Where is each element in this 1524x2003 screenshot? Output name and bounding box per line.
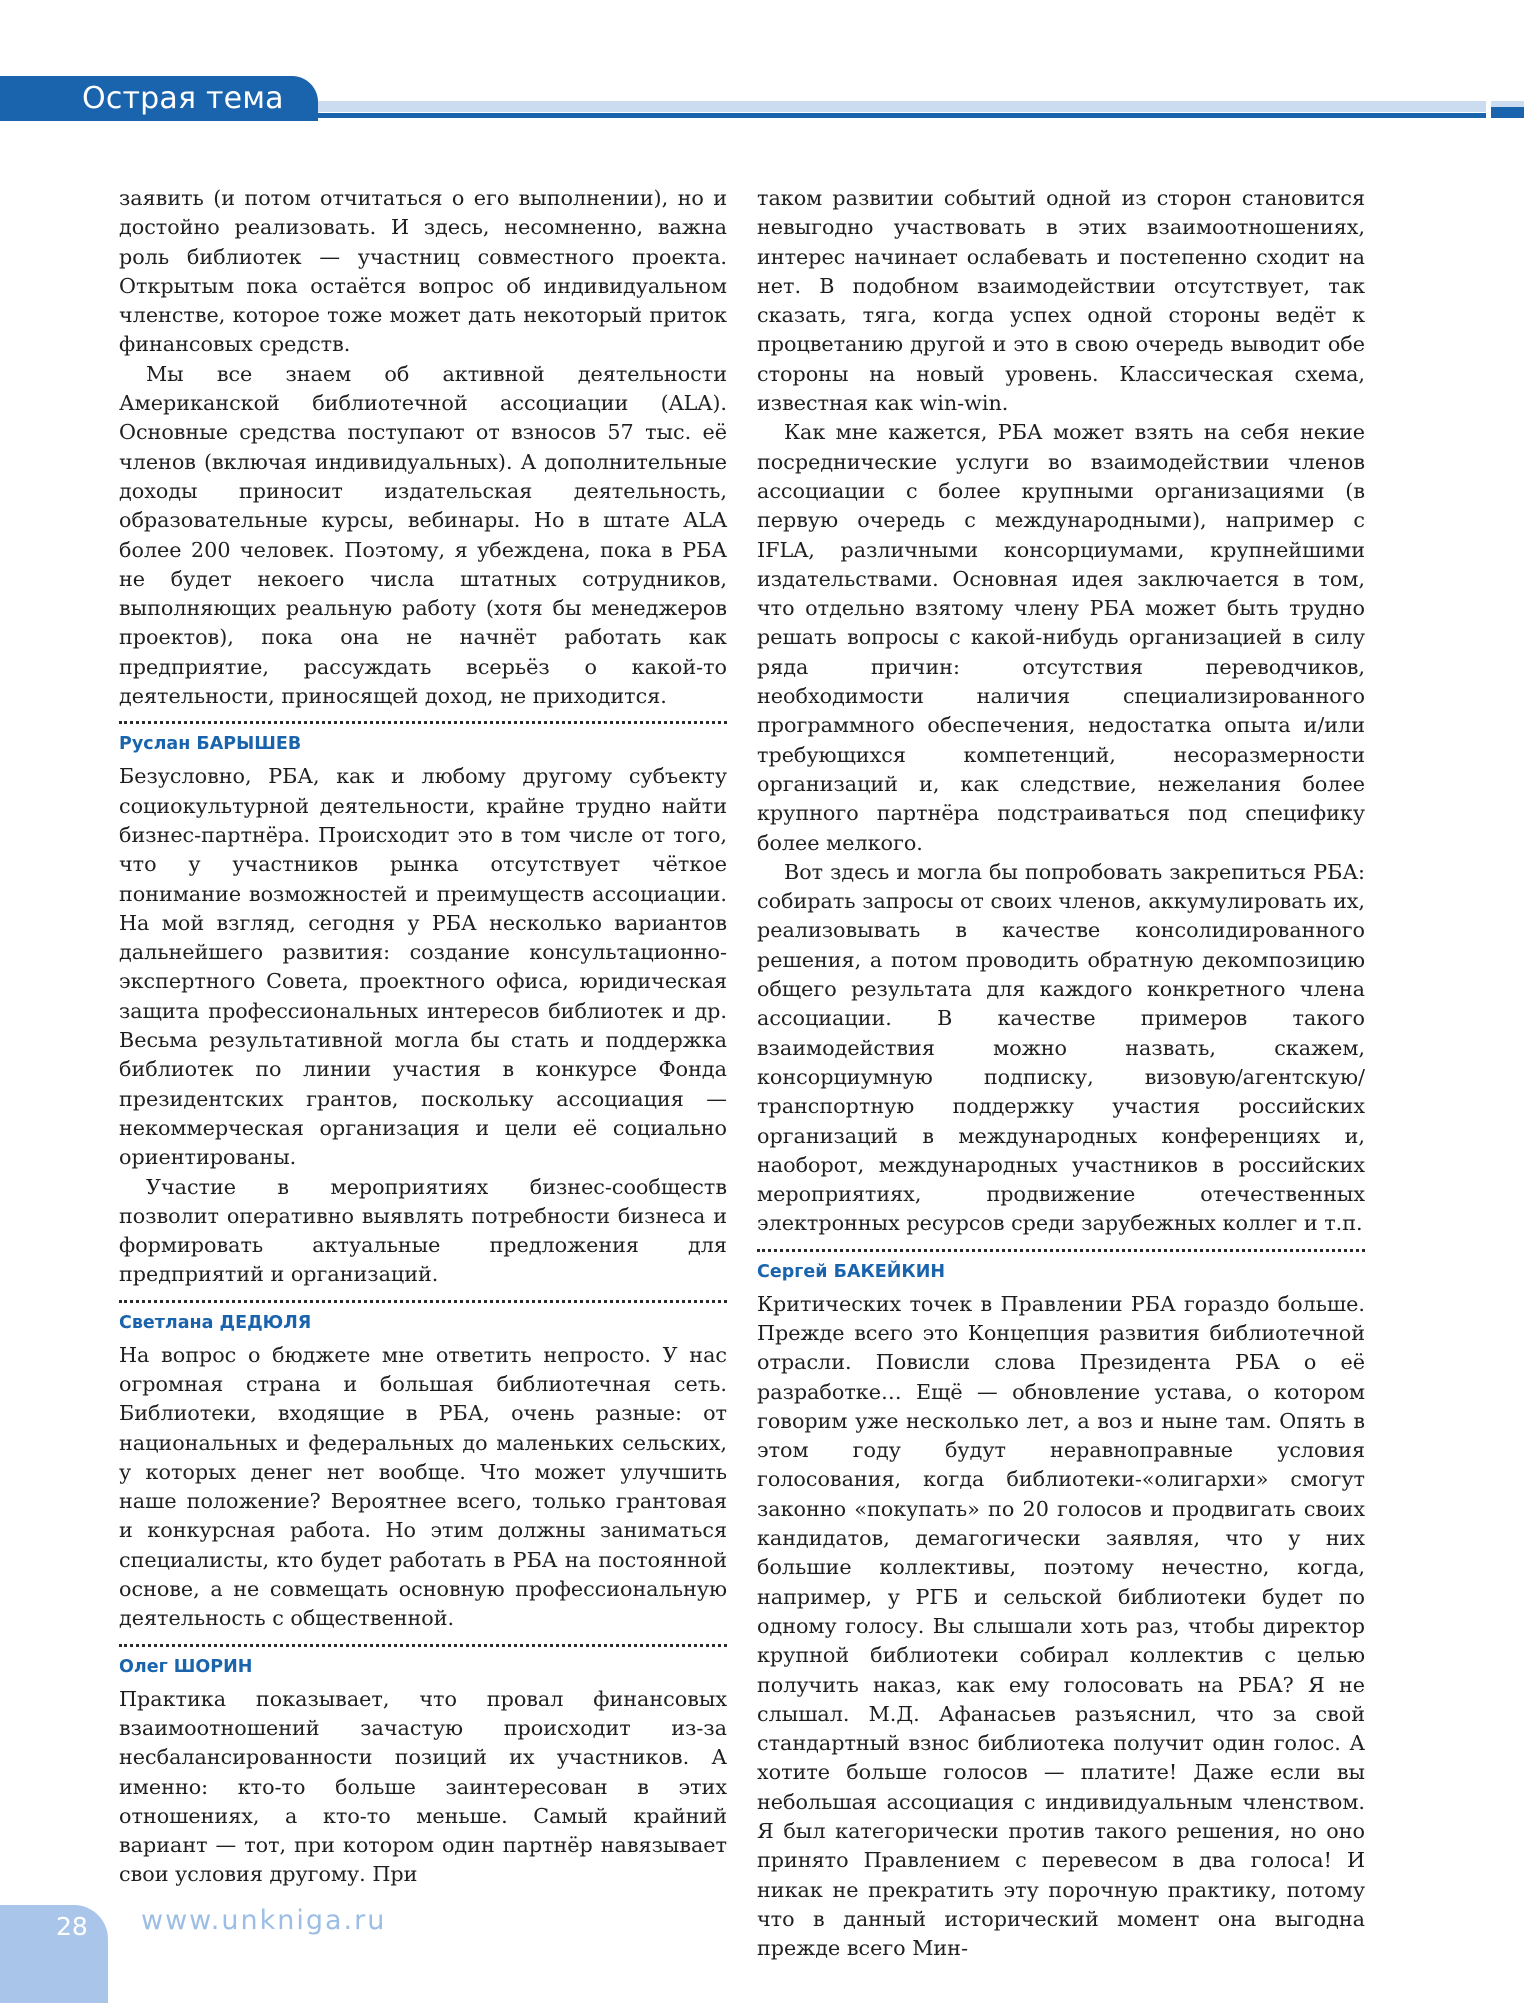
- paragraph: заявить (и потом отчитаться о его выполнении), но и достойно реализовать. И здесь, несомненно, важна роль библиотек — участниц совместного проекта. Открытым пока остаётся вопрос об индивидуальном членстве, которое тоже может дать некоторый приток финансовых средств.: [119, 186, 727, 357]
- section-divider: [757, 1249, 1365, 1252]
- section-header: [0, 76, 1524, 124]
- page-number: 28: [56, 1912, 88, 1941]
- author-name: Светлана ДЕДЮЛЯ: [119, 1312, 312, 1333]
- section-divider: [119, 1644, 727, 1647]
- page-number-box: [0, 1905, 108, 2003]
- header-light-band: [300, 101, 1486, 112]
- paragraph: Вот здесь и могла бы попробовать закрепиться РБА: собирать запросы от своих членов, аккумулировать их, реализовывать в качестве консолидированного решения, а потом проводить обратную декомпозицию общего результата для каждого конкретного члена ассоциации. В качестве примеров такого взаимодействия можно назвать, скажем, консорциумную подписку, визовую/агентскую/транспортную поддержку участия российских организаций в международных конференциях и, наоборот, международных участников в российских мероприятиях, продвижение отечественных электронных ресурсов среди зарубежных коллег и т.п.: [757, 859, 1365, 1236]
- section-divider: [119, 1300, 727, 1303]
- section-divider: [119, 721, 727, 724]
- paragraph: Критических точек в Правлении РБА гораздо больше. Прежде всего это Концепция развития библиотечной отрасли. Повисли слова Президента РБА о её разработке… Ещё — обновление устава, о котором говорим уже несколько лет, а воз и ныне там. Опять в этом году будут неравноправные условия голосования, когда библиотеки-«олигархи» смогут законно «покупать» по 20 голосов и продвигать своих кандидатов, демагогически заявляя, что у них большие коллективы, поэтому нечестно, когда, например, у РГБ и сельской библиотеки будет по одному голосу. Вы слышали хоть раз, чтобы директор крупной библиотеки собирал коллектив с целью получить наказ, как ему голосовать на РБА? Я не слышал. М.Д. Афанасьев разъяснил, что за свой стандартный взнос библиотека получит один голос. А хотите больше голосов — платите! Даже если вы небольшая ассоциация с индивидуальным членством. Я был категорически против такого решения, но оно принято Правлением с перевесом в два голоса! И никак не прекратить эту порочную практику, потому что в данный исторический момент она выгодна прежде всего Мин-: [757, 1291, 1365, 1961]
- paragraph: На вопрос о бюджете мне ответить непросто. У нас огромная страна и большая библиотечная сеть. Библиотеки, входящие в РБА, очень разные: от национальных и федеральных до маленьких сельских, у которых денег нет вообще. Что может улучшить наше положение? Вероятнее всего, только грантовая и конкурсная работа. Но этим должны заниматься специалисты, кто будет работать в РБА на постоянной основе, а не совмещать основную профессиональную деятельность с общественной.: [119, 1342, 727, 1631]
- paragraph: Как мне кажется, РБА может взять на себя некие посреднические услуги во взаимодействии членов ассоциации с более крупными организациями (в первую очередь с международными), например с IFLA, различными консорциумами, крупнейшими издательствами. Основная идея заключается в том, что отдельно взятому члену РБА может быть трудно решать вопросы с какой-нибудь организацией в силу ряда причин: отсутствия переводчиков, необходимости наличия специализированного программного обеспечения, недостатка опыта и/или требующихся компетенций, несоразмерности организаций и, как следствие, нежелания более крупного партнёра подстраиваться под специфику более мелкого.: [757, 420, 1365, 855]
- paragraph: Практика показывает, что провал финансовых взаимоотношений зачастую происходит из-за несбалансированности позиций их участников. А именно: кто-то больше заинтересован в этих отношениях, а кто-то меньше. Самый крайний вариант — тот, при котором один партнёр навязывает свои условия другому. При: [119, 1686, 727, 1887]
- left-column: [119, 184, 727, 1890]
- header-rule: [300, 113, 1486, 118]
- author-name: Руслан БАРЫШЕВ: [119, 734, 302, 755]
- paragraph: Безусловно, РБА, как и любому другому субъекту социокультурной деятельности, крайне трудно найти бизнес-партнёра. Происходит это в том числе от того, что у участников рынка отсутствует чёткое понимание возможностей и преимуществ ассоциации. На мой взгляд, сегодня у РБА несколько вариантов дальнейшего развития: создание консультационно-экспертного Совета, проектного офиса, юридическая защита профессиональных интересов библиотек и др. Весьма результативной могла бы стать и поддержка библиотек по линии участия в конкурсе Фонда президентских грантов, поскольку ассоциация — некоммерческая организация и цели её социально ориентированы.: [119, 764, 727, 1170]
- author-name: Олег ШОРИН: [119, 1656, 253, 1677]
- paragraph: таком развитии событий одной из сторон становится невыгодно участвовать в этих взаимоотношениях, интерес начинает ослабевать и постепенно сходит на нет. В подобном взаимодействии отсутствует, так сказать, тяга, когда успех одной стороны ведёт к процветанию другой и это в свою очередь выводит обе стороны на новый уровень. Классическая схема, известная как win-win.: [757, 186, 1365, 416]
- right-column: [757, 184, 1365, 1964]
- header-right-bar: [1491, 101, 1524, 118]
- author-name: Сергей БАКЕЙКИН: [757, 1261, 945, 1282]
- paragraph: Участие в мероприятиях бизнес-сообществ позволит оперативно выявлять потребности бизнеса и формировать актуальные предложения для предприятий и организаций.: [119, 1174, 727, 1287]
- section-title: Острая тема: [82, 81, 284, 116]
- site-url-link[interactable]: www.unkniga.ru: [141, 1905, 387, 1936]
- paragraph: Мы все знаем об активной деятельности Американской библиотечной ассоциации (ALA). Основные средства поступают от взносов 57 тыс. её членов (включая индивидуальных). А дополнительные доходы приносит издательская деятельность, образовательные курсы, вебинары. Но в штате ALA более 200 человек. Поэтому, я убеждена, пока в РБА не будет некоего числа штатных сотрудников, выполняющих реальную работу (хотя бы менеджеров проектов), пока она не начнёт работать как предприятие, рассуждать всерьёз о какой-то деятельности, приносящей доход, не приходится.: [119, 361, 727, 709]
